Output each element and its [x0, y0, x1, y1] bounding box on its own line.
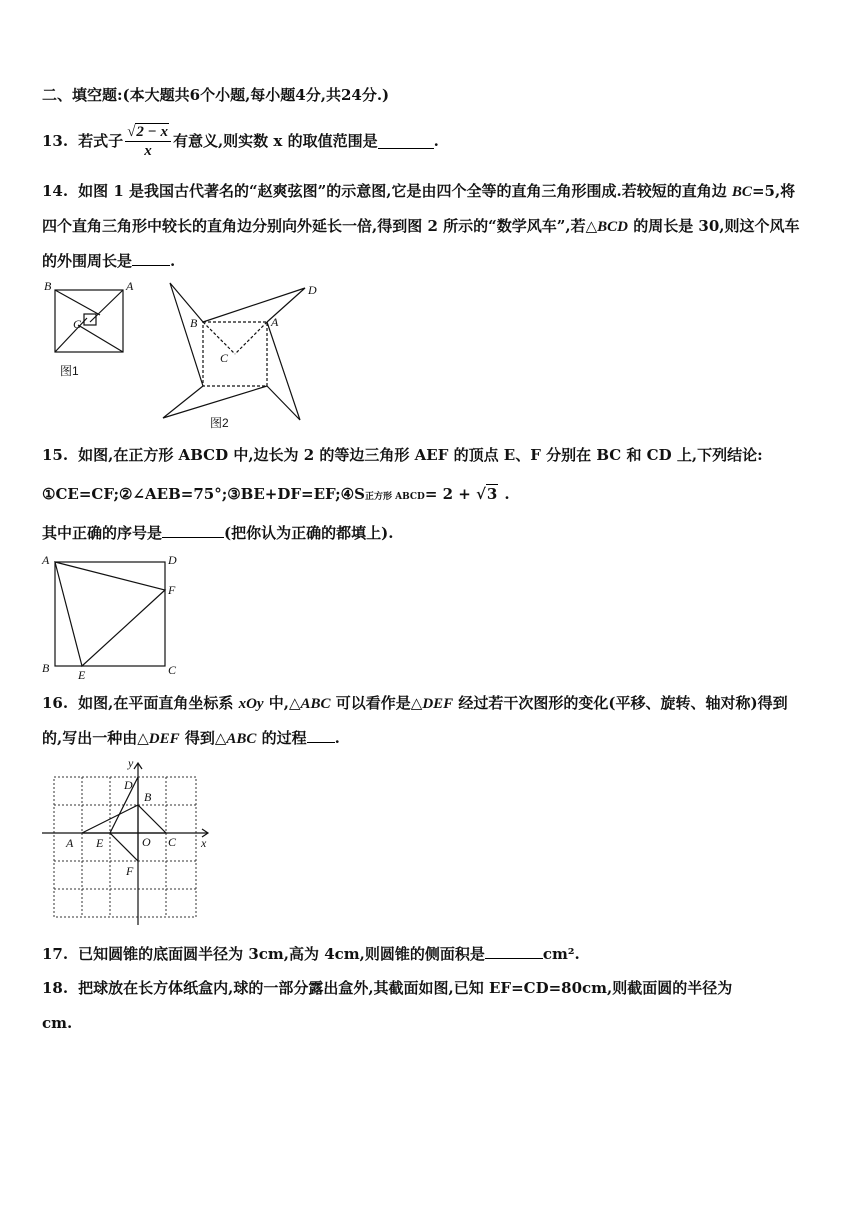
fig2-label-a: A — [271, 315, 279, 329]
fig1-line-4 — [55, 318, 87, 352]
q15-text-1: 如图,在正方形 ABCD 中,边长为 2 的等边三角形 AEF 的顶点 E、F 分别在 BC 和 CD 上,下列结论: — [78, 446, 763, 464]
q16-label-c: C — [168, 835, 177, 849]
q16-label-y: y — [128, 756, 134, 770]
q16-label-e: E — [96, 836, 104, 850]
q14-text-2c: 的周长是 30,则这个风车 — [627, 217, 800, 235]
q14-text-2b: BCD — [597, 219, 628, 235]
q15-line-1 — [42, 444, 763, 466]
q16-label-d: D — [124, 778, 133, 792]
q15-line-3 — [42, 522, 393, 544]
q16-text-2a: 的,写出一种由△ — [42, 729, 149, 747]
q16-end: . — [334, 729, 340, 747]
q16-text-1f: DEF — [422, 696, 454, 712]
q15-square — [55, 562, 165, 666]
q16-label-o: O — [142, 835, 151, 849]
q15-text-3b: (把你认为正确的都填上). — [224, 524, 394, 542]
q15-conclusion-2: ②∠AEB=75°; — [118, 485, 228, 503]
q14-figure-1 — [40, 280, 140, 380]
fig2-blade-3 — [163, 386, 267, 418]
q14-number: 14. — [42, 182, 69, 200]
q15-label-b: B — [42, 661, 50, 675]
fig1-line-3 — [78, 325, 123, 352]
q15-triangle — [55, 562, 165, 666]
q16-text-1a: 如图,在平面直角坐标系 — [78, 694, 239, 712]
q16-label-f: F — [126, 864, 134, 878]
q16-text-2e: 的过程 — [256, 729, 307, 747]
fig1-line-1 — [55, 290, 100, 315]
q13-end: . — [433, 132, 439, 150]
q13-denominator: x — [144, 142, 152, 159]
fig2-inner-line-1 — [203, 322, 235, 354]
q16-text-1g: 经过若干次图形的变化(平移、旋转、轴对称)得到 — [453, 694, 788, 712]
fig2-inner-line-2 — [235, 322, 267, 354]
q15-conclusion-4-rad: 3 — [486, 485, 498, 503]
q14-end: . — [170, 252, 176, 270]
q13-numerator: √2 − x — [125, 123, 171, 142]
q17-answer-blank — [485, 944, 543, 959]
question-13 — [42, 118, 439, 164]
q16-line-1 — [42, 692, 788, 715]
fig2-blade-1 — [203, 288, 305, 322]
q15-label-d: D — [168, 553, 177, 567]
q15-conclusion-4-end: . — [504, 485, 510, 503]
q14-line-2 — [42, 215, 800, 238]
q14-line-1 — [42, 180, 795, 203]
fig2-caption: 图2 — [210, 416, 229, 430]
q14-text-3: 的外围周长是 — [42, 252, 133, 270]
fig1-label-a: A — [126, 279, 134, 293]
q14-text-1b: BC — [731, 184, 752, 200]
q17-number: 17. — [42, 945, 69, 963]
q15-text-3a: 其中正确的序号是 — [42, 524, 163, 542]
q13-answer-blank — [378, 134, 434, 149]
q15-conclusion-3: ③BE+DF=EF; — [227, 485, 341, 503]
q13-pre: 若式子 — [78, 132, 124, 150]
fig2-blade-4 — [170, 283, 203, 386]
q15-figure — [38, 550, 188, 680]
q18-text-2: cm. — [42, 1014, 73, 1032]
q15-answer-blank — [162, 523, 224, 538]
q18-number: 18. — [42, 979, 69, 997]
q18-text-1: 把球放在长方体纸盒内,球的一部分露出盒外,其截面如图,已知 EF=CD=80cm,则截面圆的半径为 — [78, 979, 733, 997]
fig1-caption: 图1 — [60, 364, 79, 378]
q13-fraction — [125, 123, 171, 160]
fig2-label-d: D — [308, 283, 317, 297]
q15-label-f: F — [168, 583, 176, 597]
q16-text-1d: ABC — [300, 696, 331, 712]
q14-text-1a: 如图 1 是我国古代著名的“赵爽弦图”的示意图,它是由四个全等的直角三角形围成.若较短的直角边 — [78, 182, 732, 200]
fig2-label-b: B — [190, 316, 198, 330]
q13-post: 有意义,则实数 x 的取值范围是 — [172, 132, 378, 150]
q16-line-2 — [42, 727, 340, 750]
q15-label-e: E — [78, 668, 86, 682]
q14-answer-blank — [132, 251, 170, 266]
q15-conclusion-4-sub: 正方形 ABCD — [364, 492, 425, 502]
q14-line-3 — [42, 250, 175, 272]
q16-triangle-abc — [82, 805, 166, 833]
q15-label-c: C — [168, 663, 177, 677]
section-title: 二、填空题:(本大题共6个小题,每小题4分,共24分.) — [42, 86, 390, 104]
q15-number: 15. — [42, 446, 69, 464]
question-17 — [42, 943, 580, 965]
q17-unit: cm². — [542, 945, 580, 963]
fig1-line-2 — [90, 290, 123, 322]
q14-figure-2 — [155, 280, 325, 430]
q16-text-2d: ABC — [226, 731, 257, 747]
q16-label-b: B — [144, 790, 152, 804]
q16-text-2c: 得到△ — [179, 729, 227, 747]
q18-line-2 — [42, 1012, 72, 1034]
q16-text-1b: xOy — [238, 696, 264, 712]
q17-text: 已知圆锥的底面圆半径为 3cm,高为 4cm,则圆锥的侧面积是 — [78, 945, 485, 963]
q16-label-x: x — [201, 836, 207, 850]
fig1-label-b: B — [44, 279, 52, 293]
fig2-blade-2 — [267, 322, 300, 420]
q15-label-a: A — [42, 553, 50, 567]
q15-conclusion-1: ①CE=CF; — [42, 485, 119, 503]
q14-text-1c: =5,将 — [751, 182, 796, 200]
fig1-label-c: C — [73, 317, 82, 331]
q16-text-1e: 可以看作是△ — [330, 694, 423, 712]
q14-text-2a: 四个直角三角形中较长的直角边分别向外延长一倍,得到图 2 所示的“数学风车”,若△ — [42, 217, 598, 235]
q16-text-2b: DEF — [148, 731, 180, 747]
q15-line-2: ①CE=CF;②∠AEB=75°;③BE+DF=EF;④S正方形 ABCD= 2 + √3 . — [42, 485, 510, 503]
q18-line-1 — [42, 977, 732, 999]
q16-number: 16. — [42, 694, 69, 712]
q13-radicand: 2 − x — [136, 123, 168, 140]
q16-answer-blank — [307, 728, 335, 743]
q16-figure — [38, 755, 218, 930]
q15-conclusion-4-a: ④S — [340, 485, 365, 503]
q15-conclusion-4-b: = 2 + — [424, 485, 477, 503]
q16-label-a: A — [66, 836, 74, 850]
q13-number: 13. — [42, 132, 69, 150]
fig2-label-c: C — [220, 351, 229, 365]
q16-text-1c: 中,△ — [263, 694, 301, 712]
